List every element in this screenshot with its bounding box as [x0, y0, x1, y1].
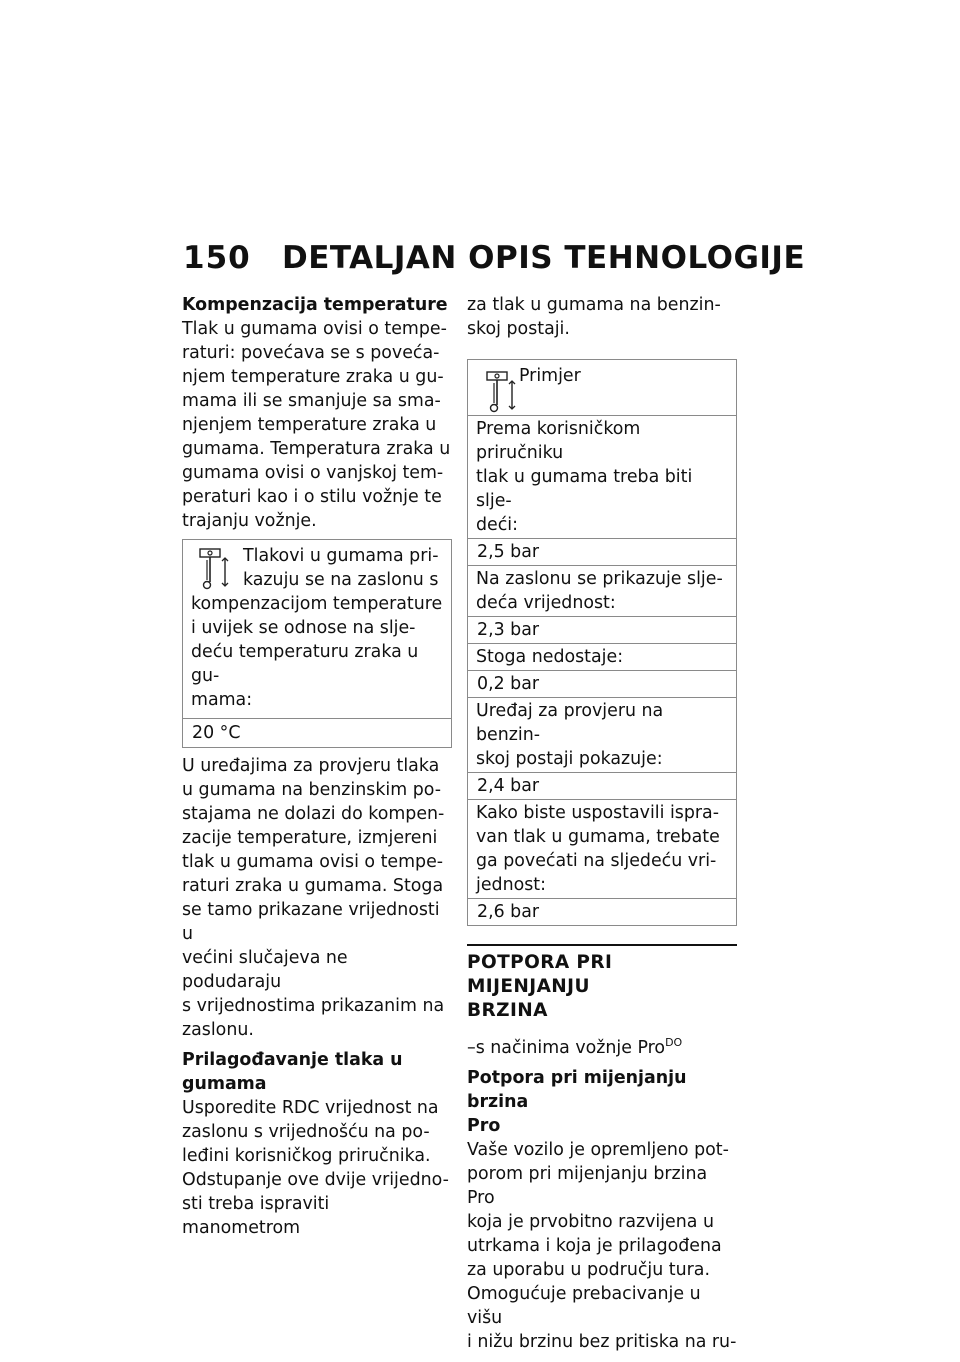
paragraph-compare-rdc: Usporedite RDC vrijednost na zaslonu s vrijednošću na po- leđini korisničkog priručnika. Odstupanje ove dvije vrijedno- sti treba ispraviti manometrom — [182, 1098, 449, 1238]
riding-mode-requirement — [467, 1031, 737, 1060]
section-title: POTPORA PRI MIJENJANJU BRZINA — [467, 952, 613, 1021]
page-header-title: DETALJAN OPIS TEHNOLOGIJE — [282, 240, 806, 276]
example-header — [468, 360, 736, 415]
info-note-text: Tlakovi u gumama pri- kazuju se na zaslonu s kompenzacijom temperature i uvijek se odnose na slje- deću temperaturu zraka u gu- mama: — [191, 546, 443, 710]
heading-pressure-adjustment: Prilagođavanje tlaka u gumama — [182, 1050, 403, 1094]
example-row-value: 2,6 bar — [468, 898, 736, 925]
riding-mode-superscript: DO — [665, 1036, 683, 1049]
page-number: 150 — [183, 240, 251, 276]
example-row-value: 0,2 bar — [468, 670, 736, 697]
paragraph-tire-pressure-temperature: Tlak u gumama ovisi o tempe- raturi: povećava se s poveća- njem temperature zraka u gu- mama ili se smanjuje sa sma- njenjem temperature zraka u gumama. Temperatura zraka u gumama ovisi o vanjskoj tem- peraturi kao i o stilu vožnje te trajanju vožnje. — [182, 319, 451, 531]
tire-pressure-gauge-icon — [486, 371, 520, 413]
example-box — [467, 359, 737, 926]
example-row: Kako biste uspostavili ispra- van tlak u gumama, trebate ga povećati na sljedeću vri- jednost: — [468, 799, 736, 898]
tire-pressure-gauge-icon — [199, 548, 233, 590]
heading-shift-assistant-pro: Potpora pri mijenjanju brzina Pro — [467, 1067, 687, 1136]
info-note-box — [182, 539, 452, 748]
example-row: Uređaj za provjeru na benzin- skoj postaji pokazuje: — [468, 697, 736, 772]
section-divider — [467, 944, 737, 946]
paragraph-shift-assistant: Vaše vozilo je opremljeno pot- porom pri mijenjanju brzina Pro koja je prvobitno razvijena u utrkama i koja je prilagođena za uporabu u području tura. Omogućuje prebacivanje u višu i nižu brzinu bez pritiska na ru- — [467, 1139, 737, 1352]
example-row: Stoga nedostaje: — [468, 643, 736, 670]
paragraph-continuation: za tlak u gumama na benzin- skoj postaji. — [467, 295, 721, 339]
example-row-value: 2,3 bar — [468, 616, 736, 643]
heading-temperature-compensation: Kompenzacija temperature — [182, 295, 448, 315]
left-column — [182, 293, 452, 1246]
example-row-value: 2,4 bar — [468, 772, 736, 799]
example-row: Na zaslonu se prikazuje slje- deća vrijednost: — [468, 565, 736, 616]
example-row: Prema korisničkom priručniku tlak u gumama treba biti slje- deći: — [468, 415, 736, 538]
right-column — [467, 293, 737, 1360]
paragraph-gas-station-gauges: U uređajima za provjeru tlaka u gumama na benzinskim po- stajama ne dolazi do kompen- zacije temperature, izmjereni tlak u gumama ovisi o tempe- raturi zraka u gumama. Stoga se tamo prikazane vrijednosti u većini slučajeva ne podudaraju s vrijednostima prikazanim na zaslonu. — [182, 756, 445, 1040]
example-row-value: 2,5 bar — [468, 538, 736, 565]
riding-mode-text: –s načinima vožnje Pro — [467, 1037, 666, 1058]
info-note-value: 20 °C — [183, 718, 451, 747]
example-title: Primjer — [519, 366, 581, 386]
